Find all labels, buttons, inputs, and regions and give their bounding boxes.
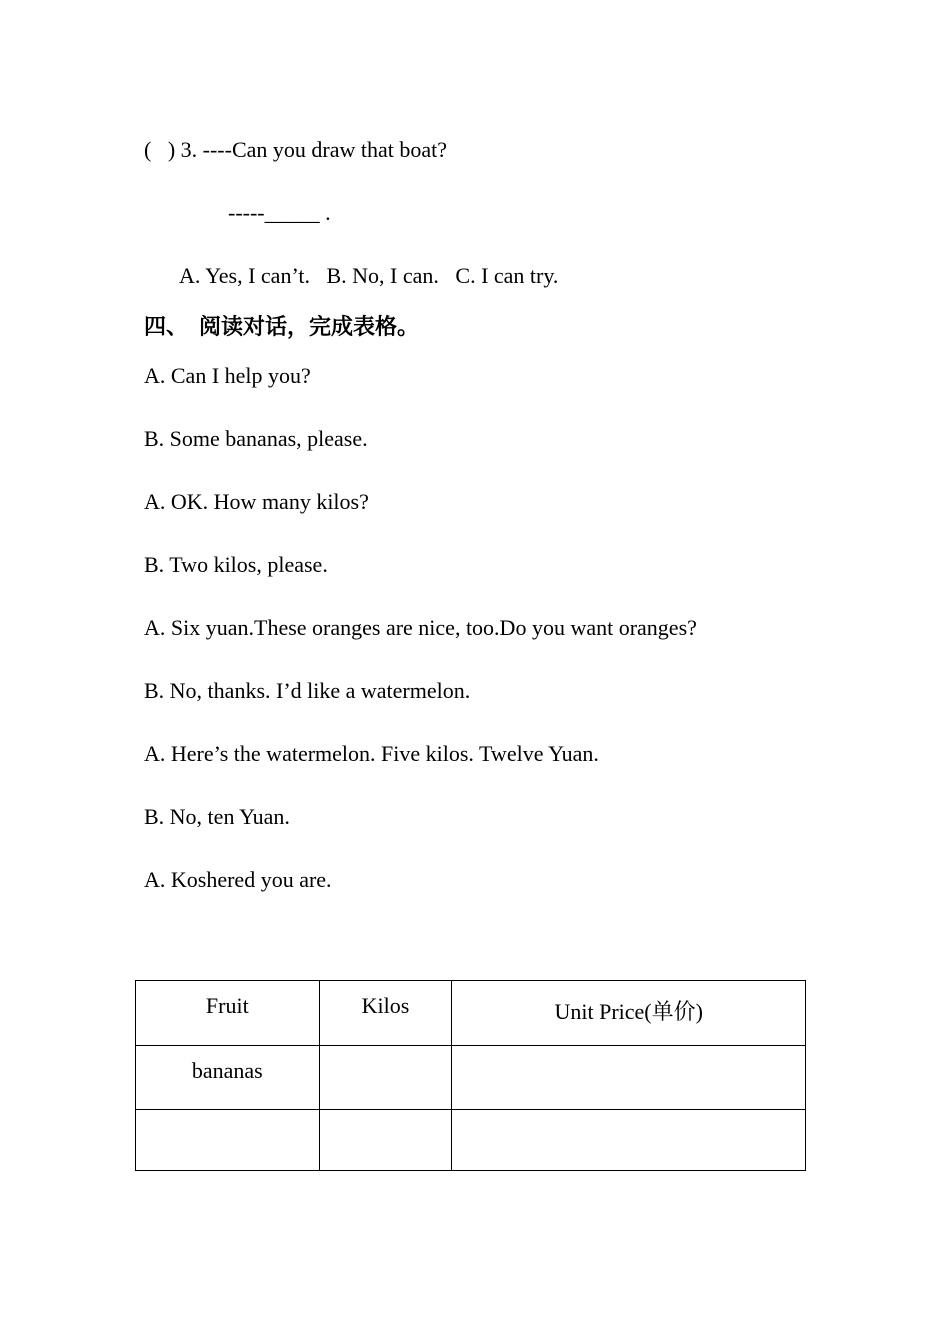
question-3-prompt: ( ) 3. ----Can you draw that boat?: [144, 137, 448, 162]
table-row: [136, 1110, 806, 1171]
dialogue-line: A. Six yuan.These oranges are nice, too.Do you want oranges?: [144, 615, 697, 640]
section-4-heading: 四、 阅读对话，完成表格。: [144, 314, 420, 339]
dialogue-line: A. Koshered you are.: [144, 867, 332, 892]
table-cell-kilos[interactable]: [319, 1046, 452, 1110]
dialogue-line: B. Two kilos, please.: [144, 552, 328, 577]
table-cell-kilos[interactable]: [319, 1110, 452, 1171]
dialogue-line: A. OK. How many kilos?: [144, 489, 369, 514]
header-fruit: Fruit: [136, 981, 320, 1046]
question-3-options: A. Yes, I can’t. B. No, I can. C. I can try.: [179, 263, 559, 288]
table-cell-unit-price[interactable]: [452, 1110, 806, 1171]
dialogue-line: A. Here’s the watermelon. Five kilos. Twelve Yuan.: [144, 741, 599, 766]
header-unit-price: Unit Price(单价): [452, 981, 806, 1046]
table-cell-fruit[interactable]: bananas: [136, 1046, 320, 1110]
fruit-table: [135, 980, 806, 1171]
dialogue-line: B. No, thanks. I’d like a watermelon.: [144, 678, 471, 703]
table-cell-fruit[interactable]: [136, 1110, 320, 1171]
table-row: [136, 1046, 806, 1110]
table-cell-unit-price[interactable]: [452, 1046, 806, 1110]
header-kilos: Kilos: [319, 981, 452, 1046]
dialogue-line: B. No, ten Yuan.: [144, 804, 290, 829]
table-header-row: [136, 981, 806, 1046]
dialogue-line: A. Can I help you?: [144, 363, 311, 388]
question-3-answer-line: -----_____ .: [228, 200, 331, 225]
dialogue-line: B. Some bananas, please.: [144, 426, 368, 451]
